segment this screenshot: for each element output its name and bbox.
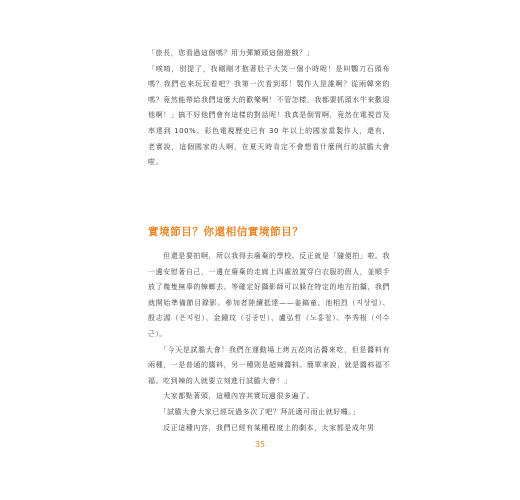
section-block — [148, 225, 390, 436]
section-heading: 實境節目？你還相信實境節目？ — [148, 226, 304, 238]
intro-paragraph: 「唉唷，別提了，我剛剛才抱著肚子大笑一個小時呢！是叫鸚刀石頭布嗎？我們也來玩玩看吧？我第一次看到耶！製作人是誰啊？從兩韓來的嗎？竟然能帶給我們這麼大的歡樂啊！不管怎樣，我都要抓頭水牛來歡迎他啊！」搞不好他們會有這樣的對話呢！我真是倒胃啊，竟然在電視首及率達到 100%、彩色電視歷史已有 30 年以上的國家當製作人，還有，老實說，這個國家的人啊，在夏天時肯定不會想看什麼例行的試膽大會啦。 — [148, 64, 390, 167]
body-paragraph: 大家都點著頭，這種內容其實玩過很多遍了。 — [148, 392, 315, 401]
body-paragraph: 反正這種內容，我們已經有某種程度上的劇本，大家都是成年男 — [148, 423, 375, 432]
body-paragraph: 但還是要拍啊，所以我得去廢棄的學校。反正就是「隨便拍」啦。我一邊安慰著自己，一邊在廢棄的走廊上四處放置穿白衣服的假人，並順手放了幾隻無辜的蟑螂去。等確定好攝影師可以躲在特定的地方拍攝，我們就開始準備節目錄影。參加者陸續抵達——姜鎬童、池相烈（지상렬）、殷志源（은지원）、金鍾玟（김종민）、盧弘哲（노홍철）、李秀根（이수근）。 — [148, 252, 390, 338]
body-paragraph: 「試膽大會大家已經玩過多次了吧？拜託適可而止就好囉。」 — [148, 407, 360, 416]
intro-paragraph: 「旅長，您看過這個嗎？用力彈額頭這個遊戲？」 — [148, 49, 315, 57]
intro-dialogue-block — [148, 46, 390, 171]
body-paragraph: 「今天是試膽大會！我們在運動場上烤五花肉沾醬來吃，但是醬料有兩種，一是普通的醬料，另一種則是超辣醬料。簡單來說，就是醬料福不福。吃到辣的人就要立刻進行試膽大會！」 — [148, 345, 390, 385]
page-number: 35 — [254, 440, 266, 449]
